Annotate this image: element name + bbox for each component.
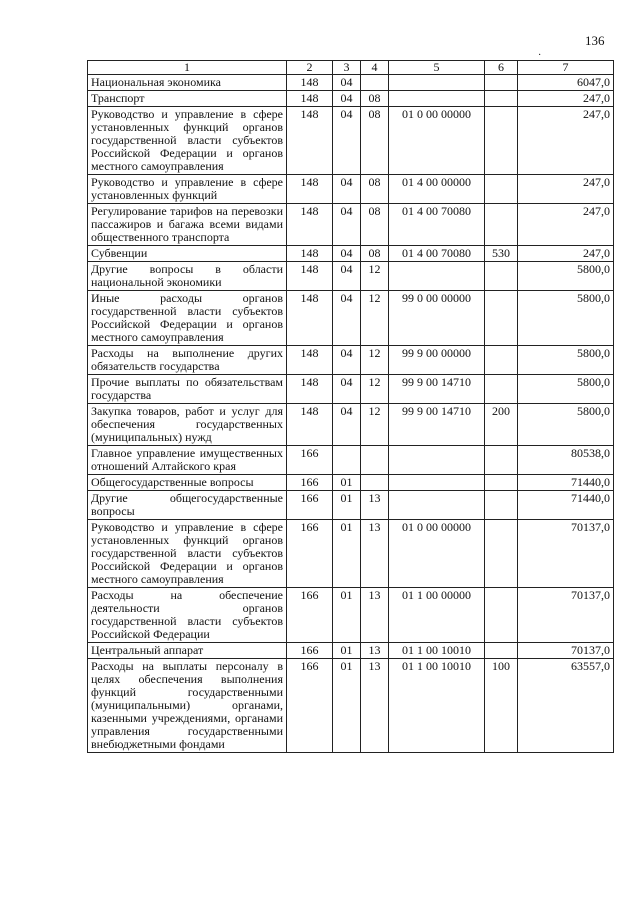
item-name-cell: Субвенции: [88, 246, 287, 262]
amount-cell: 5800,0: [518, 346, 614, 375]
ministry-code-cell: 148: [287, 246, 333, 262]
section-cell: 01: [333, 643, 361, 659]
table-row: [88, 75, 614, 91]
stray-mark: ·: [538, 50, 542, 61]
expense-type-cell: [485, 175, 518, 204]
ministry-code-cell: 148: [287, 404, 333, 446]
expense-type-cell: [485, 588, 518, 643]
expense-type-cell: [485, 491, 518, 520]
column-header-3: 3: [333, 61, 361, 75]
section-cell: 01: [333, 659, 361, 753]
ministry-code-cell: 166: [287, 520, 333, 588]
target-article-cell: [389, 262, 485, 291]
ministry-code-cell: 148: [287, 291, 333, 346]
column-header-5: 5: [389, 61, 485, 75]
target-article-cell: 01 1 00 10010: [389, 659, 485, 753]
ministry-code-cell: 166: [287, 491, 333, 520]
table-row: [88, 346, 614, 375]
amount-cell: 70137,0: [518, 520, 614, 588]
amount-cell: 247,0: [518, 246, 614, 262]
target-article-cell: 01 1 00 00000: [389, 588, 485, 643]
section-cell: 04: [333, 262, 361, 291]
table-row: [88, 491, 614, 520]
amount-cell: 70137,0: [518, 643, 614, 659]
column-header-4: 4: [361, 61, 389, 75]
target-article-cell: 01 0 00 00000: [389, 520, 485, 588]
subsection-cell: 12: [361, 375, 389, 404]
amount-cell: 247,0: [518, 175, 614, 204]
expense-type-cell: [485, 446, 518, 475]
amount-cell: 5800,0: [518, 291, 614, 346]
target-article-cell: 01 0 00 00000: [389, 107, 485, 175]
subsection-cell: [361, 446, 389, 475]
ministry-code-cell: 148: [287, 204, 333, 246]
table-row: [88, 91, 614, 107]
expense-type-cell: 200: [485, 404, 518, 446]
table-row: [88, 204, 614, 246]
column-header-2: 2: [287, 61, 333, 75]
table-row: [88, 588, 614, 643]
subsection-cell: 08: [361, 91, 389, 107]
budget-table: [87, 60, 614, 753]
target-article-cell: 99 9 00 00000: [389, 346, 485, 375]
section-cell: 04: [333, 346, 361, 375]
subsection-cell: [361, 75, 389, 91]
section-cell: 04: [333, 375, 361, 404]
section-cell: 01: [333, 475, 361, 491]
ministry-code-cell: 148: [287, 75, 333, 91]
target-article-cell: 99 0 00 00000: [389, 291, 485, 346]
column-header-7: 7: [518, 61, 614, 75]
target-article-cell: [389, 446, 485, 475]
table-row: [88, 375, 614, 404]
table-row: [88, 475, 614, 491]
table-body: [88, 75, 614, 753]
item-name-cell: Закупка товаров, работ и услуг для обеспечения государственных (муниципальных) нужд: [88, 404, 287, 446]
table-row: [88, 262, 614, 291]
ministry-code-cell: 148: [287, 346, 333, 375]
amount-cell: 247,0: [518, 107, 614, 175]
amount-cell: 70137,0: [518, 588, 614, 643]
section-cell: 04: [333, 204, 361, 246]
page-number: 136: [585, 33, 605, 48]
target-article-cell: 99 9 00 14710: [389, 404, 485, 446]
subsection-cell: 13: [361, 588, 389, 643]
item-name-cell: Руководство и управление в сфере установленных функций органов государственной власти субъектов Российской Федерации и органов местного самоуправления: [88, 520, 287, 588]
item-name-cell: Прочие выплаты по обязательствам государства: [88, 375, 287, 404]
amount-cell: 71440,0: [518, 491, 614, 520]
amount-cell: 5800,0: [518, 404, 614, 446]
ministry-code-cell: 166: [287, 588, 333, 643]
item-name-cell: Центральный аппарат: [88, 643, 287, 659]
item-name-cell: Регулирование тарифов на перевозки пассажиров и багажа всеми видами общественного транспорта: [88, 204, 287, 246]
subsection-cell: 12: [361, 291, 389, 346]
section-cell: 01: [333, 520, 361, 588]
section-cell: 01: [333, 588, 361, 643]
expense-type-cell: [485, 291, 518, 346]
table-row: [88, 291, 614, 346]
section-cell: 04: [333, 107, 361, 175]
ministry-code-cell: 148: [287, 175, 333, 204]
item-name-cell: Расходы на выполнение других обязательств государства: [88, 346, 287, 375]
target-article-cell: 01 1 00 10010: [389, 643, 485, 659]
item-name-cell: Руководство и управление в сфере установленных функций органов государственной власти субъектов Российской Федерации и органов местного самоуправления: [88, 107, 287, 175]
amount-cell: 80538,0: [518, 446, 614, 475]
section-cell: 04: [333, 404, 361, 446]
target-article-cell: [389, 491, 485, 520]
amount-cell: 5800,0: [518, 262, 614, 291]
subsection-cell: 12: [361, 262, 389, 291]
item-name-cell: Главное управление имущественных отношений Алтайского края: [88, 446, 287, 475]
target-article-cell: [389, 475, 485, 491]
ministry-code-cell: 166: [287, 643, 333, 659]
expense-type-cell: [485, 107, 518, 175]
amount-cell: 5800,0: [518, 375, 614, 404]
expense-type-cell: 100: [485, 659, 518, 753]
table-header-row: [88, 61, 614, 75]
ministry-code-cell: 148: [287, 262, 333, 291]
ministry-code-cell: 166: [287, 446, 333, 475]
expense-type-cell: [485, 520, 518, 588]
column-header-6: 6: [485, 61, 518, 75]
table-row: [88, 659, 614, 753]
subsection-cell: 08: [361, 204, 389, 246]
ministry-code-cell: 148: [287, 107, 333, 175]
subsection-cell: 13: [361, 491, 389, 520]
expense-type-cell: [485, 91, 518, 107]
table-row: [88, 175, 614, 204]
table-row: [88, 643, 614, 659]
amount-cell: 247,0: [518, 204, 614, 246]
section-cell: 01: [333, 491, 361, 520]
section-cell: 04: [333, 175, 361, 204]
target-article-cell: 01 4 00 70080: [389, 204, 485, 246]
ministry-code-cell: 148: [287, 91, 333, 107]
expense-type-cell: [485, 643, 518, 659]
item-name-cell: Расходы на выплаты персоналу в целях обеспечения выполнения функций государственными (муниципальными) органами, казенными учреждениями, органами управления государственными внебюджетными фондами: [88, 659, 287, 753]
ministry-code-cell: 166: [287, 659, 333, 753]
amount-cell: 63557,0: [518, 659, 614, 753]
amount-cell: 247,0: [518, 91, 614, 107]
item-name-cell: Национальная экономика: [88, 75, 287, 91]
amount-cell: 6047,0: [518, 75, 614, 91]
section-cell: 04: [333, 291, 361, 346]
item-name-cell: Иные расходы органов государственной власти субъектов Российской Федерации и органов местного самоуправления: [88, 291, 287, 346]
item-name-cell: Руководство и управление в сфере установленных функций: [88, 175, 287, 204]
item-name-cell: Другие общегосударственные вопросы: [88, 491, 287, 520]
table-row: [88, 446, 614, 475]
subsection-cell: 13: [361, 520, 389, 588]
table-row: [88, 404, 614, 446]
subsection-cell: 08: [361, 246, 389, 262]
expense-type-cell: [485, 262, 518, 291]
subsection-cell: 12: [361, 404, 389, 446]
expense-type-cell: [485, 346, 518, 375]
section-cell: [333, 446, 361, 475]
table-row: [88, 520, 614, 588]
expense-type-cell: [485, 375, 518, 404]
item-name-cell: Общегосударственные вопросы: [88, 475, 287, 491]
table-row: [88, 246, 614, 262]
item-name-cell: Расходы на обеспечение деятельности органов государственной власти субъектов Российской Федерации: [88, 588, 287, 643]
item-name-cell: Транспорт: [88, 91, 287, 107]
section-cell: 04: [333, 246, 361, 262]
expense-type-cell: [485, 75, 518, 91]
amount-cell: 71440,0: [518, 475, 614, 491]
subsection-cell: 12: [361, 346, 389, 375]
subsection-cell: 13: [361, 659, 389, 753]
target-article-cell: [389, 75, 485, 91]
subsection-cell: 08: [361, 175, 389, 204]
target-article-cell: 01 4 00 00000: [389, 175, 485, 204]
ministry-code-cell: 166: [287, 475, 333, 491]
target-article-cell: 99 9 00 14710: [389, 375, 485, 404]
expense-type-cell: [485, 475, 518, 491]
column-header-1: 1: [88, 61, 287, 75]
section-cell: 04: [333, 75, 361, 91]
expense-type-cell: [485, 204, 518, 246]
subsection-cell: 08: [361, 107, 389, 175]
item-name-cell: Другие вопросы в области национальной экономики: [88, 262, 287, 291]
subsection-cell: [361, 475, 389, 491]
expense-type-cell: 530: [485, 246, 518, 262]
subsection-cell: 13: [361, 643, 389, 659]
table-row: [88, 107, 614, 175]
ministry-code-cell: 148: [287, 375, 333, 404]
target-article-cell: [389, 91, 485, 107]
section-cell: 04: [333, 91, 361, 107]
target-article-cell: 01 4 00 70080: [389, 246, 485, 262]
